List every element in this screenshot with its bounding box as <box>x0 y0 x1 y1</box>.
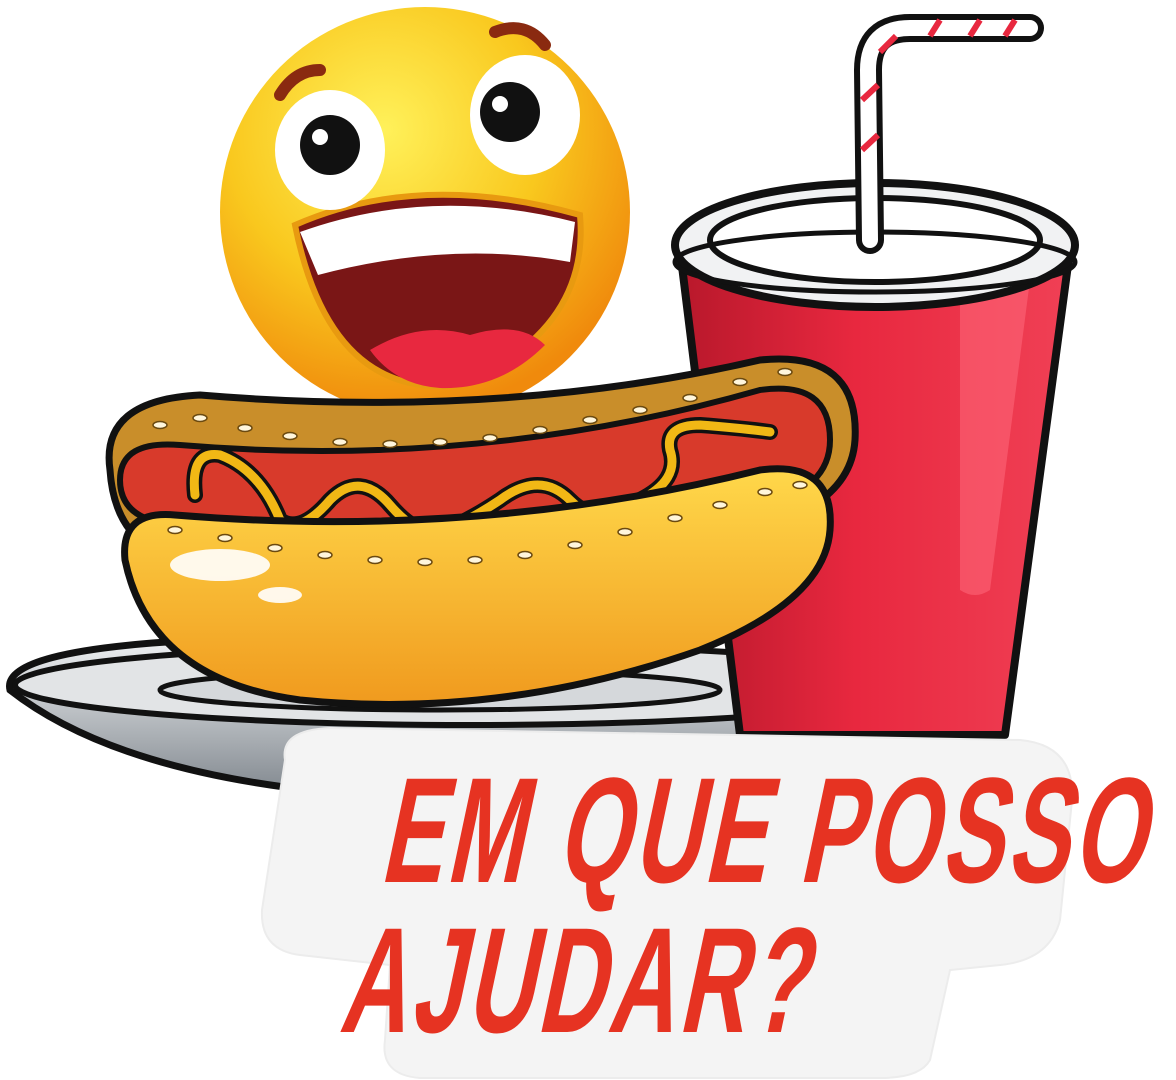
headline <box>331 746 1176 1064</box>
headline-line-2: AJUDAR? <box>331 896 838 1064</box>
headline-line-1: EM QUE POSSO <box>372 746 1176 914</box>
laughing-emoji-icon <box>220 7 630 417</box>
